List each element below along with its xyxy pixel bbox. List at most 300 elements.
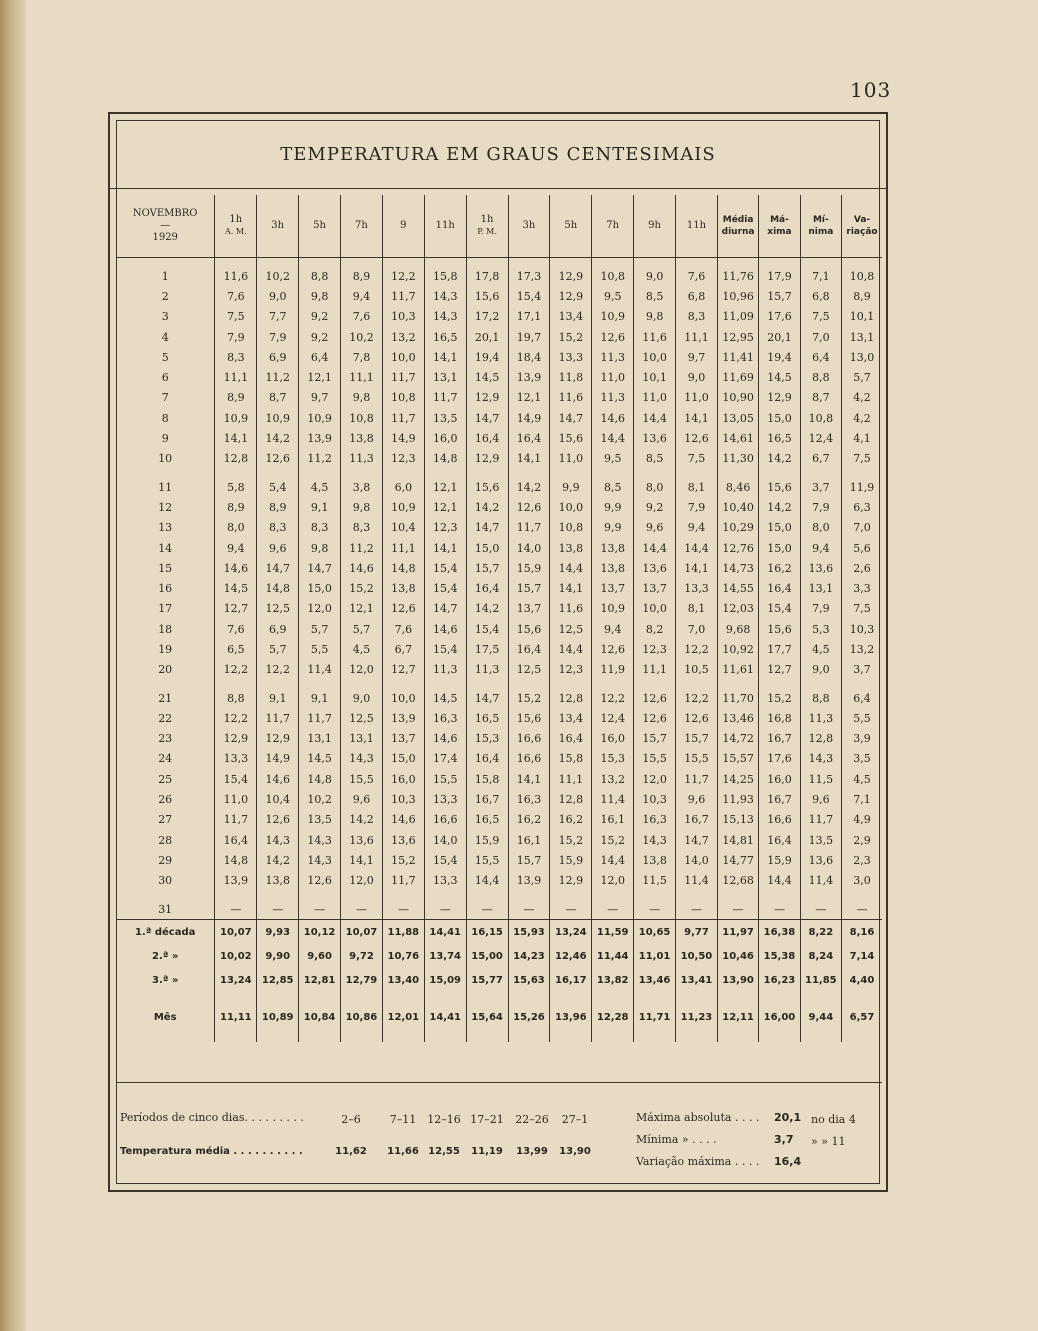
value-cell: 14,3 (257, 830, 299, 850)
value-cell: 5,4 (257, 477, 299, 497)
value-cell: 11,1 (634, 660, 676, 680)
value-cell: — (634, 899, 676, 920)
value-cell: 16,4 (550, 729, 592, 749)
header-hour: 3h (257, 195, 299, 258)
value-cell: 7,5 (800, 307, 841, 327)
value-cell: 13,9 (215, 871, 257, 891)
value-cell: 3,9 (842, 729, 882, 749)
value-cell: 5,7 (257, 639, 299, 659)
decade-row (116, 944, 882, 968)
value-cell: 14,8 (382, 558, 424, 578)
value-cell: 15,0 (759, 538, 800, 558)
value-cell: 9,1 (299, 688, 341, 708)
value-cell: 11,7 (382, 286, 424, 306)
value-cell: 12,2 (257, 660, 299, 680)
value-cell: 14,1 (424, 538, 466, 558)
value-cell: 12,0 (341, 660, 383, 680)
value-cell: 13,8 (634, 850, 676, 870)
gap-cell (466, 891, 508, 899)
value-cell: 11,3 (341, 449, 383, 469)
summary-value: 11,44 (592, 944, 634, 968)
value-cell: 14,55 (717, 578, 758, 598)
value-cell: 9,0 (634, 258, 676, 287)
value-cell: 4,2 (842, 408, 882, 428)
summary-value: 10,46 (717, 944, 758, 968)
gap-cell (257, 891, 299, 899)
gap-cell (215, 891, 257, 899)
value-cell: 14,1 (550, 578, 592, 598)
value-cell: 16,7 (759, 729, 800, 749)
value-cell: 11,4 (676, 871, 718, 891)
value-cell: 8,3 (215, 347, 257, 367)
value-cell: 12,9 (550, 286, 592, 306)
value-cell: 8,3 (299, 518, 341, 538)
value-cell: 7,8 (341, 347, 383, 367)
summary-value: 15,64 (466, 992, 508, 1042)
gap-cell (759, 680, 800, 688)
gap-cell (466, 469, 508, 477)
table-row (116, 871, 882, 891)
value-cell: 11,0 (592, 367, 634, 387)
gap-cell (382, 891, 424, 899)
summary-label: 2.ª » (152, 950, 179, 962)
day-cell: 30 (158, 874, 173, 888)
table-row (116, 599, 882, 619)
table-row (116, 729, 882, 749)
value-cell: 6,9 (257, 347, 299, 367)
value-cell: 11,1 (676, 327, 718, 347)
summary-value: 11,01 (634, 944, 676, 968)
header-hour: 1h P. M. (466, 195, 508, 258)
value-cell: 6,4 (299, 347, 341, 367)
value-cell: 11,93 (717, 789, 758, 809)
value-cell: 16,5 (424, 327, 466, 347)
gap-cell (116, 680, 215, 688)
value-cell: 9,9 (592, 497, 634, 517)
value-cell: 12,9 (550, 258, 592, 287)
summary-value: 13,41 (676, 968, 718, 992)
value-cell: 14,2 (466, 497, 508, 517)
value-cell: 13,5 (299, 810, 341, 830)
header-hour: 7h (341, 195, 383, 258)
value-cell: 13,7 (634, 578, 676, 598)
gap-cell (116, 469, 215, 477)
value-cell: 16,3 (424, 708, 466, 728)
value-cell: 16,0 (592, 729, 634, 749)
value-cell: 15,4 (215, 769, 257, 789)
value-cell: 14,6 (592, 408, 634, 428)
header-hour: 1h A. M. (215, 195, 257, 258)
gap-cell (508, 680, 550, 688)
value-cell: 16,0 (424, 428, 466, 448)
value-cell: 9,6 (341, 789, 383, 809)
value-cell: 3,7 (800, 477, 841, 497)
value-cell: 13,1 (341, 729, 383, 749)
value-cell: 7,9 (800, 599, 841, 619)
value-cell: 11,6 (550, 599, 592, 619)
day-cell: 10 (158, 452, 173, 466)
variacao-maxima-value: 16,4 (774, 1155, 802, 1168)
variacao-maxima-label: Variação máxima . . . . (636, 1155, 760, 1168)
day-cell: 22 (158, 711, 173, 725)
value-cell: 12,5 (341, 708, 383, 728)
value-cell: 10,96 (717, 286, 758, 306)
value-cell: 10,2 (299, 789, 341, 809)
value-cell: 14,9 (382, 428, 424, 448)
gap-cell (382, 680, 424, 688)
summary-value: 13,90 (717, 968, 758, 992)
gap-cell (842, 891, 882, 899)
gap-cell (717, 469, 758, 477)
summary-value: 11,59 (592, 920, 634, 945)
day-cell: 5 (161, 350, 169, 364)
gap-cell (592, 469, 634, 477)
day-cell: 9 (161, 432, 169, 446)
value-cell: 10,92 (717, 639, 758, 659)
value-cell: 12,9 (466, 388, 508, 408)
gap-cell (759, 891, 800, 899)
value-cell: 8,7 (800, 388, 841, 408)
value-cell: 11,5 (634, 871, 676, 891)
value-cell: 10,3 (382, 307, 424, 327)
value-cell: 10,0 (634, 347, 676, 367)
table-row (116, 428, 882, 448)
value-cell: 7,6 (676, 258, 718, 287)
value-cell: 17,6 (759, 307, 800, 327)
summary-value: 12,28 (592, 992, 634, 1042)
table-row (116, 810, 882, 830)
value-cell: 13,8 (257, 871, 299, 891)
value-cell: 14,6 (382, 810, 424, 830)
gap-cell (717, 680, 758, 688)
day-cell: 13 (158, 521, 173, 535)
header-media-diurna: Média diurna (717, 195, 758, 258)
value-cell: 4,5 (842, 769, 882, 789)
value-cell: — (842, 899, 882, 920)
summary-value: 12,81 (299, 968, 341, 992)
value-cell: 17,2 (466, 307, 508, 327)
max-absoluta-value: 20,1 (774, 1111, 802, 1124)
value-cell: 10,0 (634, 599, 676, 619)
value-cell: 16,6 (424, 810, 466, 830)
value-cell: 13,8 (592, 538, 634, 558)
value-cell: — (717, 899, 758, 920)
value-cell: 7,5 (842, 449, 882, 469)
value-cell: 9,0 (800, 660, 841, 680)
value-cell: 14,6 (424, 729, 466, 749)
value-cell: 11,1 (382, 538, 424, 558)
value-cell: 12,6 (299, 871, 341, 891)
value-cell: 15,8 (550, 749, 592, 769)
group-gap (116, 891, 882, 899)
value-cell: 15,57 (717, 749, 758, 769)
value-cell: 8,8 (299, 258, 341, 287)
summary-value: 10,07 (341, 920, 383, 945)
day-cell: 31 (158, 902, 173, 916)
value-cell: 14,2 (508, 477, 550, 497)
value-cell: 16,3 (508, 789, 550, 809)
day-cell: 16 (158, 582, 173, 596)
header-month-name: NOVEMBRO (132, 208, 198, 219)
value-cell: 4,5 (341, 639, 383, 659)
value-cell: 14,81 (717, 830, 758, 850)
value-cell: — (759, 899, 800, 920)
value-cell: 15,9 (550, 850, 592, 870)
value-cell: 12,2 (215, 660, 257, 680)
summary-label: 1.ª década (116, 920, 215, 945)
value-cell: 14,2 (257, 428, 299, 448)
value-cell: 14,6 (215, 558, 257, 578)
value-cell: 13,9 (508, 871, 550, 891)
value-cell: 11,41 (717, 347, 758, 367)
day-cell: 27 (158, 813, 173, 827)
value-cell: 11,3 (592, 388, 634, 408)
summary-value: 10,89 (257, 992, 299, 1042)
gap-cell (299, 891, 341, 899)
value-cell: 10,9 (592, 307, 634, 327)
value-cell: 2,6 (842, 558, 882, 578)
value-cell: 15,0 (759, 518, 800, 538)
value-cell: 14,5 (299, 749, 341, 769)
value-cell: 13,6 (800, 850, 841, 870)
value-cell: 2,3 (842, 850, 882, 870)
value-cell: 12,8 (215, 449, 257, 469)
value-cell: 15,0 (759, 408, 800, 428)
summary-value: 10,65 (634, 920, 676, 945)
gap-cell (257, 469, 299, 477)
value-cell: 13,5 (424, 408, 466, 428)
header-hour: 9 (382, 195, 424, 258)
value-cell: 15,9 (466, 830, 508, 850)
value-cell: 8,5 (634, 286, 676, 306)
value-cell: 13,1 (299, 729, 341, 749)
value-cell: 12,6 (592, 639, 634, 659)
value-cell: 16,2 (508, 810, 550, 830)
gap-cell (341, 469, 383, 477)
value-cell: 10,8 (382, 388, 424, 408)
gap-cell (800, 891, 841, 899)
day-cell: 8 (161, 411, 169, 425)
day-cell: 15 (158, 561, 173, 575)
value-cell: 15,6 (550, 428, 592, 448)
value-cell: 15,5 (466, 850, 508, 870)
day-cell: 18 (158, 622, 173, 636)
value-cell: 8,9 (341, 258, 383, 287)
value-cell: 15,7 (759, 286, 800, 306)
value-cell: 11,70 (717, 688, 758, 708)
gap-cell (842, 680, 882, 688)
summary-value: 11,97 (717, 920, 758, 945)
table-row (116, 307, 882, 327)
gap-cell (676, 680, 718, 688)
value-cell: 15,2 (508, 688, 550, 708)
gap-cell (550, 891, 592, 899)
period-temp: 11,66 (387, 1146, 419, 1157)
value-cell: 3,7 (842, 660, 882, 680)
value-cell: 12,8 (550, 789, 592, 809)
value-cell: 14,1 (676, 558, 718, 578)
value-cell: 16,2 (550, 810, 592, 830)
value-cell: 11,09 (717, 307, 758, 327)
value-cell: 15,6 (466, 286, 508, 306)
summary-value: 13,96 (550, 992, 592, 1042)
value-cell: 14,7 (466, 688, 508, 708)
value-cell: 9,4 (215, 538, 257, 558)
table-row (116, 749, 882, 769)
value-cell: 13,8 (592, 558, 634, 578)
summary-value: 10,76 (382, 944, 424, 968)
value-cell: 14,61 (717, 428, 758, 448)
value-cell: 10,5 (676, 660, 718, 680)
value-cell: 12,5 (508, 660, 550, 680)
day-cell: 20 (158, 663, 173, 677)
value-cell: 7,1 (842, 789, 882, 809)
value-cell: 16,7 (759, 789, 800, 809)
value-cell: 13,3 (550, 347, 592, 367)
value-cell: 11,6 (215, 258, 257, 287)
value-cell: 13,3 (424, 871, 466, 891)
value-cell: 14,8 (299, 769, 341, 789)
value-cell: 7,7 (257, 307, 299, 327)
value-cell: 17,3 (508, 258, 550, 287)
value-cell: 11,2 (341, 538, 383, 558)
table-row (116, 578, 882, 598)
value-cell: 10,29 (717, 518, 758, 538)
summary-value: 9,44 (800, 992, 841, 1042)
value-cell: — (800, 899, 841, 920)
value-cell: 12,0 (299, 599, 341, 619)
summary-value: 15,63 (508, 968, 550, 992)
value-cell: 5,8 (215, 477, 257, 497)
value-cell: 8,0 (634, 477, 676, 497)
value-cell: 4,9 (842, 810, 882, 830)
value-cell: 16,0 (382, 769, 424, 789)
value-cell: 15,7 (634, 729, 676, 749)
value-cell: 12,6 (508, 497, 550, 517)
summary-value: 15,38 (759, 944, 800, 968)
summary-value: 10,84 (299, 992, 341, 1042)
value-cell: 17,6 (759, 749, 800, 769)
value-cell: 14,2 (257, 850, 299, 870)
summary-value: 10,50 (676, 944, 718, 968)
value-cell: 6,7 (382, 639, 424, 659)
value-cell: 12,0 (341, 871, 383, 891)
summary-value: 16,23 (759, 968, 800, 992)
value-cell: 15,5 (676, 749, 718, 769)
value-cell: 16,1 (592, 810, 634, 830)
gap-cell (592, 680, 634, 688)
value-cell: 11,1 (341, 367, 383, 387)
value-cell: 8,8 (800, 367, 841, 387)
header-maxima: Má- xima (759, 195, 800, 258)
value-cell: 8,3 (257, 518, 299, 538)
value-cell: 14,4 (592, 428, 634, 448)
value-cell: 16,3 (634, 810, 676, 830)
value-cell: 14,3 (800, 749, 841, 769)
value-cell: 10,1 (842, 307, 882, 327)
value-cell: 12,2 (592, 688, 634, 708)
value-cell: 14,4 (592, 850, 634, 870)
value-cell: 14,6 (424, 619, 466, 639)
value-cell: 15,2 (550, 830, 592, 850)
value-cell: 12,3 (550, 660, 592, 680)
value-cell: 11,2 (299, 449, 341, 469)
value-cell: 12,6 (676, 708, 718, 728)
max-absoluta-day: no dia 4 (811, 1113, 856, 1126)
value-cell: 8,9 (842, 286, 882, 306)
value-cell: 12,8 (550, 688, 592, 708)
value-cell: 15,6 (508, 708, 550, 728)
value-cell: 14,1 (341, 850, 383, 870)
value-cell: 7,0 (842, 518, 882, 538)
table-row (116, 449, 882, 469)
value-cell: 7,0 (800, 327, 841, 347)
summary-value: 13,24 (215, 968, 257, 992)
value-cell: 11,9 (592, 660, 634, 680)
value-cell: 12,7 (215, 599, 257, 619)
value-cell: 16,4 (466, 428, 508, 448)
value-cell: 10,0 (382, 688, 424, 708)
value-cell: 15,9 (759, 850, 800, 870)
min-absoluta-label: Mínima » . . . . (636, 1133, 717, 1146)
value-cell: 15,4 (424, 578, 466, 598)
value-cell: 14,7 (299, 558, 341, 578)
value-cell: 7,0 (676, 619, 718, 639)
summary-value: 13,24 (550, 920, 592, 945)
value-cell: 7,5 (215, 307, 257, 327)
header-dash: — (160, 220, 171, 231)
value-cell: 13,1 (842, 327, 882, 347)
value-cell: 13,4 (550, 307, 592, 327)
gap-cell (257, 680, 299, 688)
value-cell: 9,4 (676, 518, 718, 538)
gap-cell (215, 469, 257, 477)
min-absoluta-day: » » 11 (811, 1135, 846, 1148)
value-cell: 14,8 (424, 449, 466, 469)
value-cell: 15,7 (508, 850, 550, 870)
value-cell: 9,8 (341, 388, 383, 408)
day-cell: 25 (158, 772, 173, 786)
gap-cell (116, 891, 215, 899)
value-cell: 14,9 (257, 749, 299, 769)
decade-row (116, 920, 882, 945)
day-cell: 29 (158, 853, 173, 867)
table-row (116, 286, 882, 306)
title-rule (110, 188, 886, 189)
summary-value: 12,46 (550, 944, 592, 968)
value-cell: 11,7 (382, 408, 424, 428)
period-range: 17–21 (470, 1113, 504, 1126)
gap-cell (341, 680, 383, 688)
gap-cell (215, 680, 257, 688)
value-cell: 10,8 (341, 408, 383, 428)
summary-value: 9,77 (676, 920, 718, 945)
value-cell: 12,7 (382, 660, 424, 680)
value-cell: — (676, 899, 718, 920)
min-absoluta-value: 3,7 (774, 1133, 794, 1146)
summary-value: 6,57 (842, 992, 882, 1042)
value-cell: 10,9 (257, 408, 299, 428)
gap-cell (341, 891, 383, 899)
value-cell: 16,5 (759, 428, 800, 448)
summary-value: 7,14 (842, 944, 882, 968)
summary-value: 14,23 (508, 944, 550, 968)
value-cell: 10,9 (299, 408, 341, 428)
value-cell: 16,0 (759, 769, 800, 789)
value-cell: 15,4 (466, 619, 508, 639)
table-row (116, 619, 882, 639)
value-cell: 12,6 (382, 599, 424, 619)
